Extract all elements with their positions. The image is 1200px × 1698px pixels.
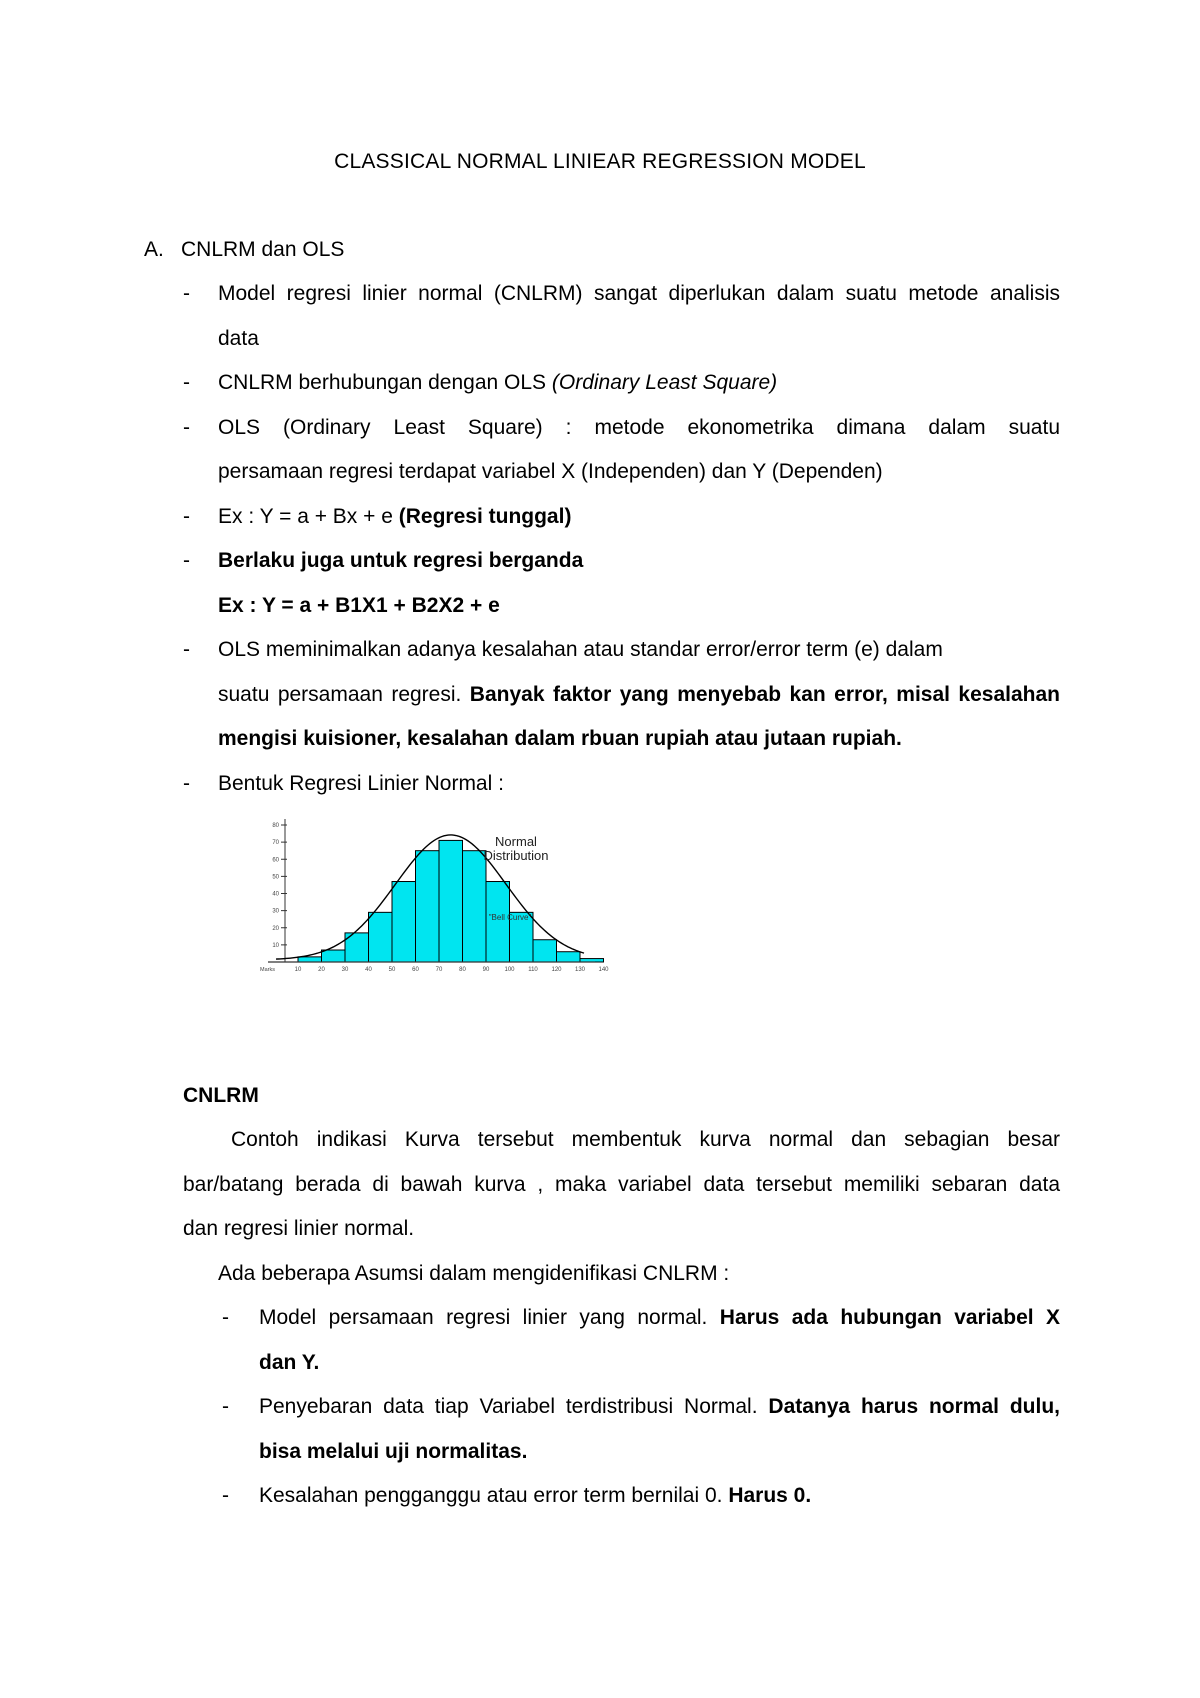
document-title: CLASSICAL NORMAL LINIEAR REGRESSION MODEL: [334, 150, 866, 173]
chart-title-line-1: Normal: [495, 834, 537, 849]
histogram-bar: [533, 940, 557, 962]
bullet-2-text: CNLRM berhubungan dengan OLS: [218, 371, 552, 394]
bullet-6-line-3: mengisi kuisioner, kesalahan dalam rbuan rupiah atau jutaan rupiah.: [218, 727, 902, 750]
bullet-dash: -: [183, 638, 190, 661]
assumption-intro: Ada beberapa Asumsi dalam mengidenifikasi CNLRM :: [218, 1262, 730, 1285]
assumption-2-line-1: [259, 1394, 1060, 1420]
y-tick-label: 80: [272, 823, 279, 829]
assumption-1-line-2: dan Y.: [259, 1351, 320, 1374]
bullet-dash: -: [183, 416, 190, 439]
histogram-bar: [322, 950, 346, 962]
bullet-5-line-2: Ex : Y = a + B1X1 + B2X2 + e: [218, 594, 500, 617]
x-tick-label: 40: [365, 967, 372, 973]
assumption-3: [259, 1483, 811, 1509]
bullet-dash: -: [222, 1395, 229, 1418]
cnlrm-paragraph-line-3: dan regresi linier normal.: [183, 1217, 415, 1240]
x-tick-label: 90: [482, 967, 490, 973]
bullet-dash: -: [183, 505, 190, 528]
x-axis-label: Marks: [260, 967, 275, 973]
bullet-dash: -: [222, 1484, 229, 1507]
y-tick-label: 10: [272, 942, 279, 949]
bullet-3-line-1: OLS (Ordinary Least Square) : metode ekonometrika dimana dalam suatu: [218, 416, 1060, 439]
x-tick-label: 30: [341, 967, 349, 973]
x-tick-label: 10: [294, 967, 302, 973]
section-marker: A.: [144, 238, 164, 261]
chart-title-line-2: Distribution: [483, 848, 549, 863]
bullet-dash: -: [222, 1306, 229, 1329]
bullet-4: [218, 504, 571, 530]
histogram-bar: [416, 851, 440, 962]
bullet-6-line-1: OLS meminimalkan adanya kesalahan atau standar error/error term (e) dalam: [218, 638, 943, 661]
x-tick-label: 50: [388, 967, 396, 973]
cnlrm-paragraph-line-1: Contoh indikasi Kurva tersebut membentuk kurva normal dan sebagian besar: [231, 1128, 1060, 1151]
x-tick-label: 70: [435, 967, 443, 973]
y-tick-label: 60: [272, 857, 279, 864]
bullet-1-line-2: data: [218, 327, 259, 350]
y-tick-label: 30: [272, 908, 279, 915]
x-tick-label: 100: [504, 967, 515, 973]
bullet-2: [218, 370, 777, 396]
assumption-2-text: Penyebaran data tiap Variabel terdistribusi Normal.: [259, 1395, 769, 1418]
assumption-3-bold: Harus 0.: [728, 1484, 812, 1507]
y-tick-label: 70: [272, 840, 279, 847]
y-tick-label: 40: [272, 891, 279, 898]
bullet-6-line-2-text: suatu persamaan regresi.: [218, 683, 470, 706]
assumption-2-line-2: bisa melalui uji normalitas.: [259, 1440, 528, 1463]
bullet-1-line-1: Model regresi linier normal (CNLRM) sangat diperlukan dalam suatu metode analisis: [218, 282, 1060, 305]
bullet-3-line-2: persamaan regresi terdapat variabel X (Independen) dan Y (Dependen): [218, 460, 883, 483]
assumption-1-line-1: [259, 1305, 1060, 1331]
bullet-6-line-2: [218, 682, 1060, 708]
bullet-2-italic: (Ordinary Least Square): [551, 371, 778, 394]
bullet-dash: -: [183, 282, 190, 305]
y-tick-label: 20: [272, 925, 279, 932]
bullet-dash: -: [183, 371, 190, 394]
section-a-heading: [144, 238, 344, 262]
x-tick-label: 20: [318, 967, 325, 973]
x-tick-label: 110: [528, 967, 538, 973]
cnlrm-heading: CNLRM: [183, 1084, 259, 1107]
histogram-bar: [439, 840, 463, 962]
x-tick-label: 140: [598, 967, 609, 973]
bullet-4-bold: (Regresi tunggal): [398, 505, 572, 528]
bullet-4-text: Ex : Y = a + Bx + e: [218, 505, 399, 528]
assumption-2-bold: Datanya harus normal dulu,: [768, 1395, 1060, 1418]
histogram-bar: [463, 851, 487, 962]
x-tick-label: 130: [574, 967, 586, 973]
bullet-7: Bentuk Regresi Linier Normal :: [218, 772, 504, 795]
histogram-bar: [392, 882, 416, 962]
bullet-dash: -: [183, 772, 190, 795]
normal-distribution-chart: [258, 815, 609, 980]
assumption-1-bold: Harus ada hubungan variabel X: [719, 1306, 1060, 1329]
bullet-dash: -: [183, 549, 190, 572]
y-tick-label: 50: [272, 874, 279, 881]
histogram-bar: [298, 957, 322, 962]
x-tick-label: 120: [551, 967, 562, 973]
histogram-bar: [557, 952, 581, 962]
bell-curve-annotation: "Bell Curve": [488, 913, 532, 922]
bullet-6-line-2-bold: Banyak faktor yang menyebab kan error, misal kesalahan: [469, 683, 1060, 706]
section-title: CNLRM dan OLS: [181, 238, 345, 261]
bullet-5-line-1: Berlaku juga untuk regresi berganda: [218, 549, 584, 572]
histogram-bar: [369, 912, 393, 962]
x-tick-label: 80: [459, 967, 466, 973]
assumption-1-text: Model persamaan regresi linier yang normal.: [259, 1306, 720, 1329]
cnlrm-paragraph-line-2: bar/batang berada di bawah kurva , maka variabel data tersebut memiliki sebaran data: [183, 1173, 1060, 1196]
assumption-3-text: Kesalahan pengganggu atau error term bernilai 0.: [259, 1484, 729, 1507]
x-tick-label: 60: [412, 967, 419, 973]
